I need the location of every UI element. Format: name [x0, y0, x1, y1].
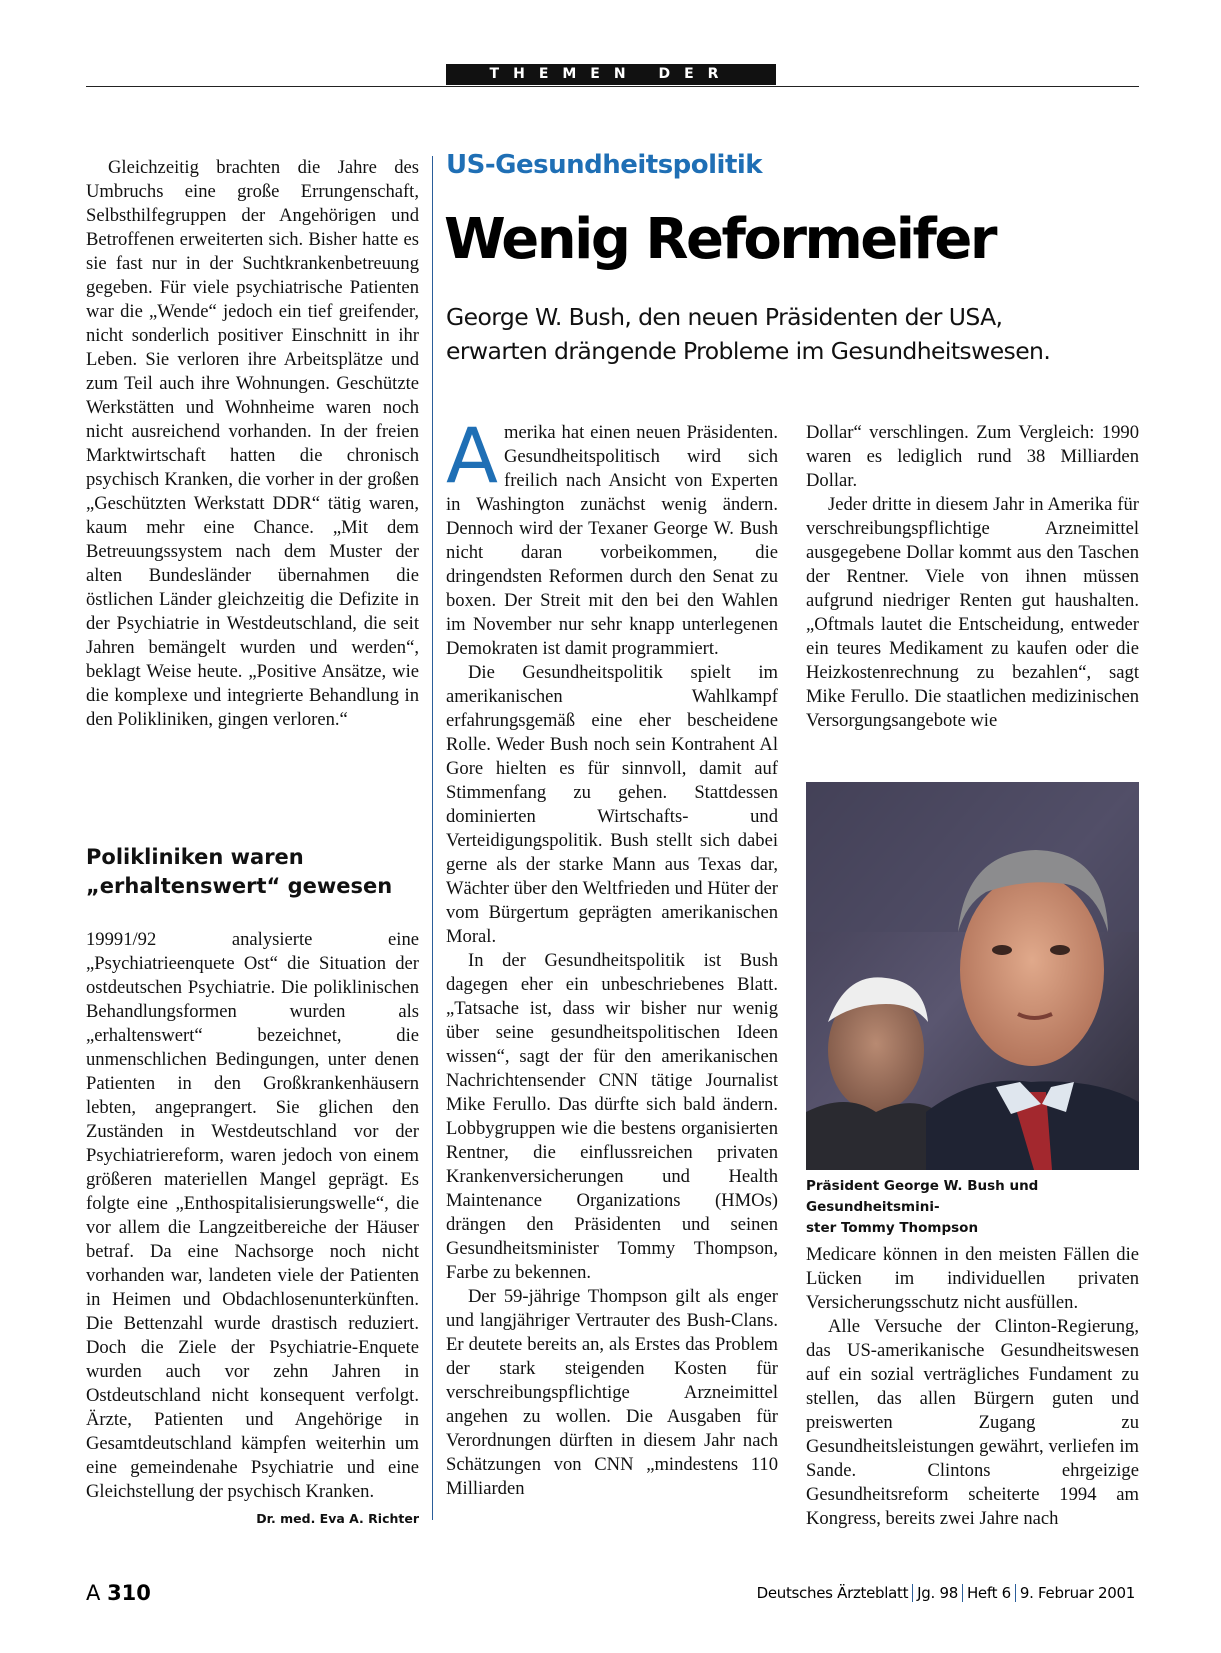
footer-publication-info [757, 1584, 1135, 1602]
deck-line-2: erwarten drängende Probleme im Gesundheitswesen. [446, 337, 1051, 365]
article-paragraph-4: Der 59-jährige Thompson gilt als enger und langjähriger Vertrauter des Bush-Clans. Er deutete bereits an, als Erstes das Problem der stark steigenden Kosten für verschreibungspflichtige Arzneimittel angehen zu wollen. Die Ausgaben für Verordnungen dürften in diesem Jahr nach Schätzungen von CNN „mindestens 110 Milliarden [446, 1286, 778, 1499]
journal-date: 9. Februar 2001 [1019, 1584, 1135, 1602]
drop-cap: A [446, 411, 498, 500]
article-paragraph-3: In der Gesundheitspolitik ist Bush dagegen eher ein unbeschriebenes Blatt. „Tatsache ist, dass wir bisher nur wenig über seine gesundheitspolitischen Ideen wissen“, sagt der für den amerikanischen Nachrichtensender CNN tätige Journalist Mike Ferullo. Das dürfte sich bald ändern. Lobbygruppen wie die bestens organisierten Rentner, die einflussreichen privaten Krankenversicherungen und Health Maintenance Organizations (HMOs) drängen den Präsidenten und seinen Gesundheitsminister Tommy Thompson, Farbe zu bekennen. [446, 950, 778, 1283]
page-prefix: A [86, 1581, 101, 1605]
left-paragraph-2-text: 19991/92 analysierte eine „Psychiatrieenquete Ost“ die Situation der ostdeutschen Psychiatrie. Die poliklinischen Behandlungsformen wurden als „erhaltenswert“ bezeichnet, die unmenschlichen Bedingungen, unter denen Patienten in den Großkrankenhäusern lebten, angeprangert. Sie glichen den Zuständen in Westdeutschland vor der Psychiatriereform, waren jedoch von einem größeren materiellen Mangel geprägt. Es folgte eine „Enthospitalisierungswelle“, die vor allem die Langzeitbereiche der Häuser betraf. Da eine Nachsorge noch nicht vorhanden war, landeten viele der Patienten in Heimen und Obdachlosenunterkünften. Die Bettenzahl wurde drastisch reduziert. Doch die Ziele der Psychiatrie-Enquete wurden auch vor zehn Jahren in Ostdeutschland nicht konsequent verfolgt. Ärzte, Patienten und Angehörige in Gesamtdeutschland kämpfen weiterhin um eine gemeindenahe Psychiatrie und eine Gleichstellung der psychisch Kranken. [86, 929, 419, 1502]
journal-name: Deutsches Ärzteblatt [756, 1584, 909, 1602]
subhead-line-2: „erhaltenswert“ gewesen [86, 874, 393, 898]
article-deck [446, 300, 1136, 368]
caption-line-1: Präsident George W. Bush und Gesundheitsmini- [806, 1178, 1039, 1215]
article-paragraph-6: Jeder dritte in diesem Jahr in Amerika für verschreibungspflichtige Arzneimittel ausgegebene Dollar kommt aus den Taschen der Rentner. Viele von ihnen müssen aufgrund niedriger Renten gut haushalten. „Oftmals lautet die Entscheidung, entweder ein teures Medikament zu kaufen oder die Heizkostenrechnung zu bezahlen“, sagt Mike Ferullo. Die staatlichen medizinischen Versorgungsangebote wie [806, 494, 1139, 731]
subhead-line-1: Polikliniken waren [86, 845, 304, 869]
footer-separator [962, 1584, 963, 1602]
right-column-text-2 [806, 1243, 1139, 1531]
article-paragraph-1-text: merika hat einen neuen Präsidenten. Gesundheitspolitisch wird sich freilich nach Ansicht von Experten in Washington zunächst wenig ändern. Dennoch wird der Texaner George W. Bush nicht daran vorbeikommen, die dringendsten Reformen durch den Senat zu boxen. Der Streit mit den bei den Wahlen im November nur sehr knapp unterlegenen Demokraten ist damit programmiert. [446, 422, 778, 659]
left-column-text [86, 156, 419, 732]
page-number [86, 1581, 151, 1605]
section-label: THEMEN DER ZEIT [446, 64, 776, 85]
right-column-text [806, 421, 1139, 733]
article-paragraph-2: Die Gesundheitspolitik spielt im amerikanischen Wahlkampf erfahrungsgemäß eine eher bescheidene Rolle. Weder Bush noch sein Kontrahent Al Gore hielten es für sinnvoll, damit auf Stimmenfang zu gehen. Stattdessen dominierten Wirtschafts- und Verteidigungspolitik. Bush stellt sich dabei gerne als der starke Mann aus Texas dar, Wächter über den Weltfrieden und Hüter der vom Bürgertum geprägten amerikanischen Moral. [446, 662, 778, 947]
left-paragraph-1: Gleichzeitig brachten die Jahre des Umbruchs eine große Errungenschaft, Selbsthilfegruppen der Angehörigen und Betroffenen erweiterten sich. Bisher hatte es sie fast nur in der Suchtkrankenbetreuung gegeben. Für viele psychiatrische Patienten war die „Wende“ jedoch ein tief greifender, nicht sonderlich positiver Einschnitt in ihr Leben. Sie verloren ihre Arbeitsplätze und zum Teil auch ihre Wohnungen. Geschützte Werkstätten und Wohnheime waren noch nicht ausreichend vorhanden. In der freien Marktwirtschaft hatten die chronisch psychisch Kranken, die vorher in der großen „Geschützten Werkstatt DDR“ tätig waren, kaum mehr eine Chance. „Mit dem Betreuungssystem nach dem Muster der alten Bundesländer übernahmen die östlichen Länder gleichzeitig die Defizite in der Psychiatrie in Westdeutschland, die seit Jahren bemängelt wurden und werden“, beklagt Weise heute. „Positive Ansätze, wie die komplexe und integrierte Behandlung in den Polikliniken, gingen verloren.“ [86, 157, 419, 730]
photo-illustration [806, 782, 1139, 1170]
footer-separator [912, 1584, 913, 1602]
column-divider [432, 156, 433, 1520]
caption-line-2: ster Tommy Thompson [806, 1220, 979, 1236]
photo-caption [806, 1176, 1139, 1239]
article-paragraph-5: Dollar“ verschlingen. Zum Vergleich: 1990 waren es lediglich rund 38 Milliarden Dollar. [806, 422, 1139, 491]
article-kicker: US-Gesundheitspolitik [446, 150, 763, 180]
footer-separator [1015, 1584, 1016, 1602]
journal-issue: Heft 6 [966, 1584, 1011, 1602]
article-paragraph-1 [446, 411, 778, 661]
page-number-value: 310 [107, 1581, 151, 1605]
middle-column-text [446, 411, 778, 1501]
article-paragraph-7: Medicare können in den meisten Fällen die Lücken im individuellen privaten Versicherungsschutz nicht ausfüllen. [806, 1244, 1139, 1313]
article-headline: Wenig Reformeifer [444, 207, 995, 272]
author-signature: Dr. med. Eva A. Richter [256, 1511, 419, 1526]
deck-line-1: George W. Bush, den neuen Präsidenten der USA, [446, 303, 1003, 331]
article-paragraph-8: Alle Versuche der Clinton-Regierung, das US-amerikanische Gesundheitswesen auf ein sozial verträgliches Fundament zu stellen, das allen Bürgern guten und preiswerten Zugang zu Gesundheitsleistungen gewährt, verliefen im Sande. Clintons ehrgeizige Gesundheitsreform scheiterte 1994 am Kongress, bereits zwei Jahre nach [806, 1316, 1139, 1529]
left-column-text-2 [86, 928, 419, 1531]
left-subheading [86, 843, 419, 901]
left-paragraph-2 [86, 928, 419, 1526]
press-photo [806, 782, 1139, 1170]
journal-volume: Jg. 98 [917, 1584, 958, 1602]
